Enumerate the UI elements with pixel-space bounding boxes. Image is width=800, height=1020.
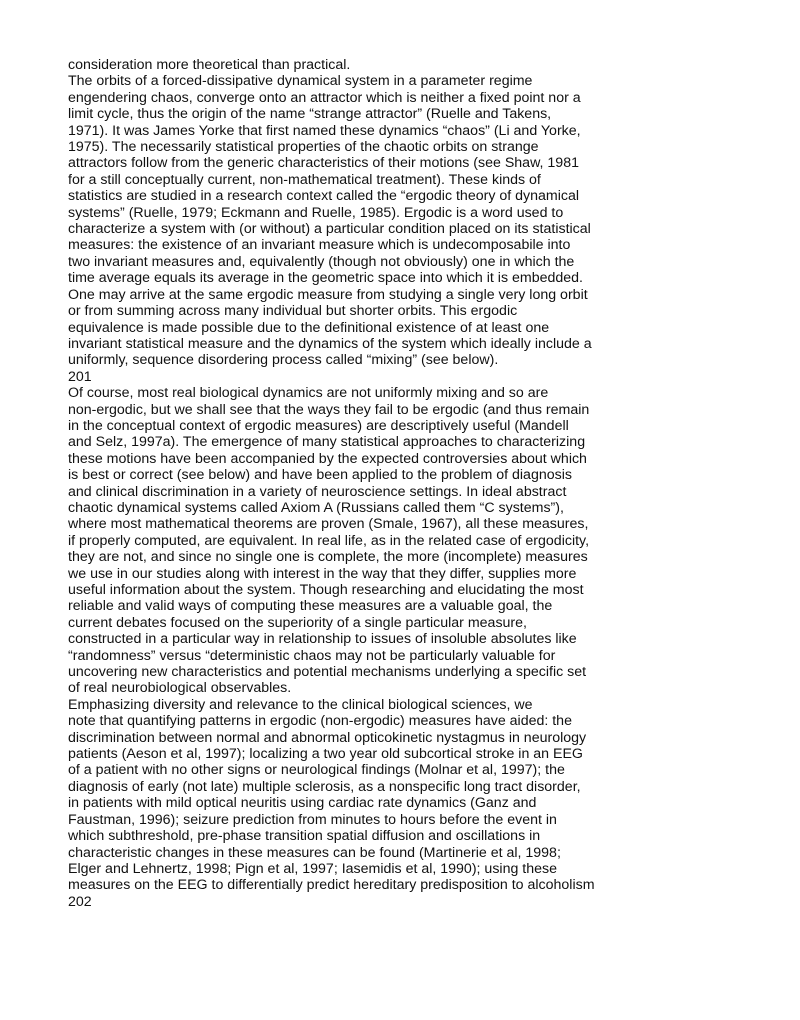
text-line: or from summing across many individual but shorter orbits. This ergodic	[68, 303, 518, 320]
text-line: for a still conceptually current, non-mathematical treatment). These kinds of	[68, 171, 541, 188]
text-line: which subthreshold, pre-phase transition spatial diffusion and oscillations in	[68, 828, 541, 845]
text-line: discrimination between normal and abnormal opticokinetic nystagmus in neurology	[68, 729, 587, 746]
text-line: The orbits of a forced-dissipative dynamical system in a parameter regime	[68, 73, 533, 90]
text-line: patients (Aeson et al, 1997); localizing a two year old subcortical stroke in an EEG	[68, 746, 583, 763]
text-line: Emphasizing diversity and relevance to the clinical biological sciences, we	[68, 696, 533, 713]
text-line: Of course, most real biological dynamics are not uniformly mixing and so are	[68, 385, 549, 402]
text-line: of a patient with no other signs or neurological findings (Molnar et al, 1997); the	[68, 762, 565, 779]
text-line: and clinical discrimination in a variety of neuroscience settings. In ideal abstract	[68, 483, 567, 500]
text-line: measures on the EEG to differentially predict hereditary predisposition to alcoholism	[68, 877, 595, 894]
text-line: in patients with mild optical neuritis using cardiac rate dynamics (Ganz and	[68, 795, 537, 812]
text-line: 1975). The necessarily statistical properties of the chaotic orbits on strange	[68, 139, 539, 156]
text-line: if properly computed, are equivalent. In real life, as in the related case of ergodicity,	[68, 532, 590, 549]
text-line: chaotic dynamical systems called Axiom A (Russians called them “C systems”),	[68, 499, 564, 516]
text-line: characteristic changes in these measures can be found (Martinerie et al, 1998;	[68, 844, 561, 861]
text-line: note that quantifying patterns in ergodic (non-ergodic) measures have aided: the	[68, 713, 572, 730]
text-line: consideration more theoretical than practical.	[68, 57, 351, 73]
text-line: current debates focused on the superiority of a single particular measure,	[68, 614, 527, 631]
text-line: these motions have been accompanied by the expected controversies about which	[68, 450, 587, 467]
text-line: constructed in a particular way in relationship to issues of insoluble absolutes like	[68, 631, 577, 648]
text-line: equivalence is made possible due to the definitional existence of at least one	[68, 319, 550, 336]
text-line: and Selz, 1997a). The emergence of many statistical approaches to characterizing	[68, 434, 586, 451]
text-line: they are not, and since no single one is complete, the more (incomplete) measures	[68, 549, 588, 566]
text-line: is best or correct (see below) and have been applied to the problem of diagnosis	[68, 467, 572, 484]
text-line: measures: the existence of an invariant measure which is undecomposabile into	[68, 237, 571, 254]
text-line: Faustman, 1996); seizure prediction from minutes to hours before the event in	[68, 811, 557, 828]
text-line: invariant statistical measure and the dynamics of the system which ideally include a	[68, 335, 592, 352]
text-line: One may arrive at the same ergodic measure from studying a single very long orbit	[68, 286, 588, 303]
text-line: reliable and valid ways of computing these measures are a valuable goal, the	[68, 598, 553, 615]
text-line: of real neurobiological observables.	[68, 680, 292, 697]
text-line: we use in our studies along with interest in the way that they differ, supplies more	[68, 565, 577, 582]
text-line: in the conceptual context of ergodic measures) are descriptively useful (Mandell	[68, 417, 569, 434]
text-line: where most mathematical theorems are proven (Smale, 1967), all these measures,	[68, 516, 589, 533]
text-line: 1971). It was James Yorke that first named these dynamics “chaos” (Li and Yorke,	[68, 122, 581, 139]
text-line: diagnosis of early (not late) multiple sclerosis, as a nonspecific long tract disorder,	[68, 778, 581, 795]
text-line: 202	[68, 893, 92, 910]
text-line: systems” (Ruelle, 1979; Eckmann and Ruelle, 1985). Ergodic is a word used to	[68, 204, 564, 221]
text-line: time average equals its average in the geometric space into which it is embedded.	[68, 270, 583, 287]
text-line: non-ergodic, but we shall see that the ways they fail to be ergodic (and thus remain	[68, 401, 590, 418]
text-line: uncovering new characteristics and potential mechanisms underlying a specific set	[68, 664, 587, 681]
page-number: 201	[68, 368, 92, 385]
text-line: two invariant measures and, equivalently (though not obviously) one in which the	[68, 253, 575, 270]
text-line: useful information about the system. Though researching and elucidating the most	[68, 582, 584, 598]
text-line: characterize a system with (or without) a particular condition placed on its statistical	[68, 221, 591, 238]
text-line: “randomness” versus “deterministic chaos may not be particularly valuable for	[68, 647, 556, 664]
text-line: Elger and Lehnertz, 1998; Pign et al, 1997; Iasemidis et al, 1990); using these	[68, 860, 557, 877]
text-line: engendering chaos, converge onto an attractor which is neither a fixed point nor a	[68, 89, 581, 106]
document-page	[68, 57, 648, 910]
text-line: attractors follow from the generic characteristics of their motions (see Shaw, 1981	[68, 155, 579, 172]
text-line: statistics are studied in a research context called the “ergodic theory of dynamical	[68, 188, 580, 205]
text-line: uniformly, sequence disordering process called “mixing” (see below).	[68, 352, 499, 369]
text-line: limit cycle, thus the origin of the name “strange attractor” (Ruelle and Takens,	[68, 106, 552, 123]
